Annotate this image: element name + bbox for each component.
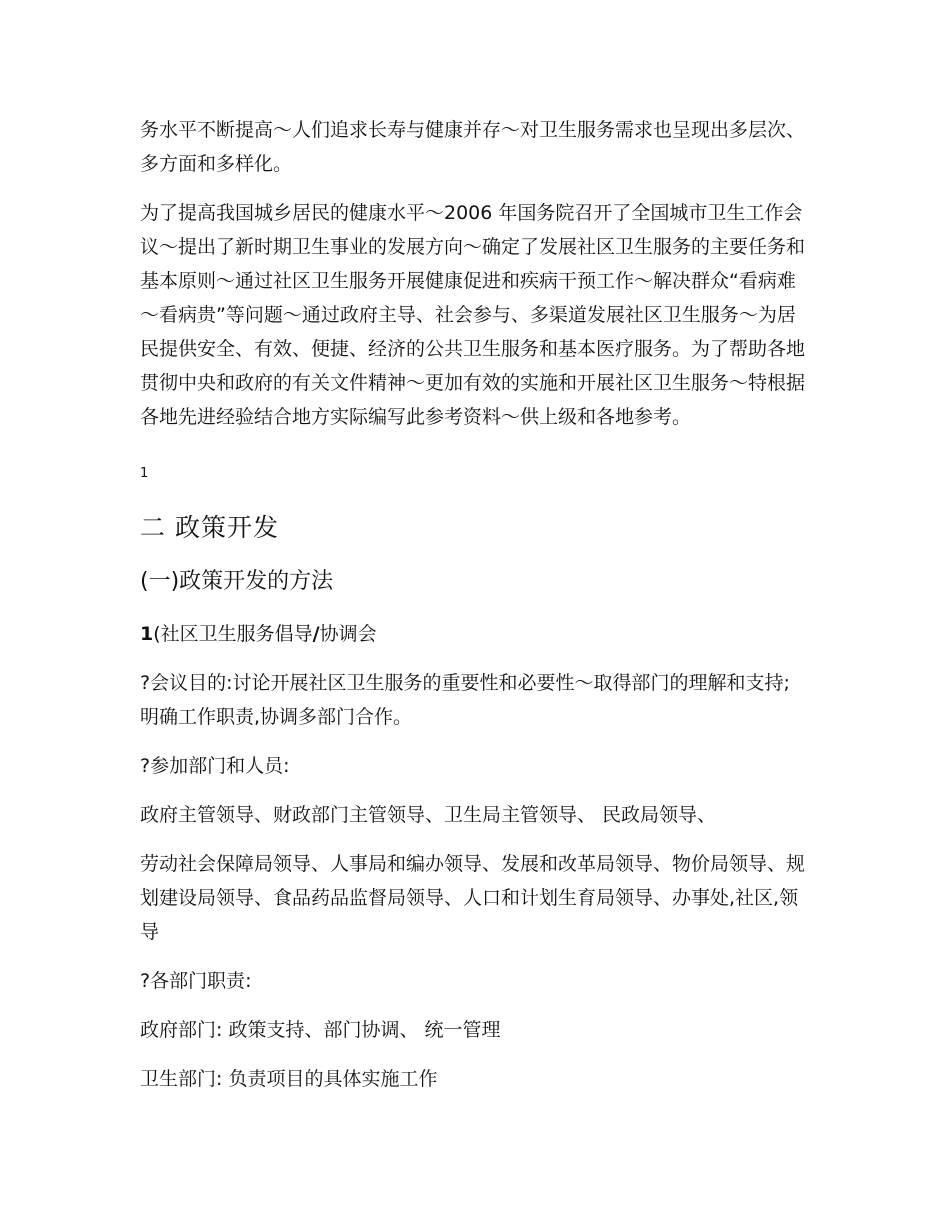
participants-label: ?参加部门和人员: [140,755,290,777]
item-title-slash: / [312,623,320,645]
participants-line-2: 劳动社会保障局领导、人事局和编办领导、发展和改革局领导、物价局领导、规划建设局领导、食品药品监督局领导、人口和计划生育局领导、办事处,社区,领导 [140,853,806,943]
subsection-heading: (一)政策开发的方法 [140,569,334,594]
paragraph-background: 为了提高我国城乡居民的健康水平～2006 年国务院召开了全国城市卫生工作会议～提出了新时期卫生事业的发展方向～确定了发展社区卫生服务的主要任务和基本原则～通过社区卫生服务开展健康促进和疾病干预工作～解决群众“看病难～看病贵”等问题～通过政府主导、社会参与、多渠道发展社区卫生服务～为居民提供安全、有效、便捷、经济的公共卫生服务和基本医疗服务。为了帮助各地贯彻中央和政府的有关文件精神～更加有效的实施和开展社区卫生服务～特根据各地先进经验结合地方实际编写此参考资料～供上级和各地参考。 [140,202,806,428]
participants-line-1: 政府主管领导、财政部门主管领导、卫生局主管领导、 民政局领导、 [140,804,717,826]
page-number: 1 [140,466,149,481]
paragraph-intro-continuation: 务水平不断提高～人们追求长寿与健康并存～对卫生服务需求也呈现出多层次、多方面和多样化。 [140,119,806,175]
duty-health: 卫生部门: 负责项目的具体实施工作 [140,1068,438,1090]
item-heading [140,617,812,651]
section-heading: 二 政策开发 [140,513,279,542]
item-title-part-a: (社区卫生服务倡导 [153,623,313,645]
item-title-part-b: 协调会 [319,623,377,645]
duty-government: 政府部门: 政策支持、部门协调、 统一管理 [140,1019,501,1041]
item-number: 1 [140,623,154,645]
duties-label: ?各部门职责: [140,970,252,992]
document-page [140,113,812,1096]
meeting-purpose: ?会议目的:讨论开展社区卫生服务的重要性和必要性～取得部门的理解和支持; 明确工作职责,协调多部门合作。 [140,672,790,728]
